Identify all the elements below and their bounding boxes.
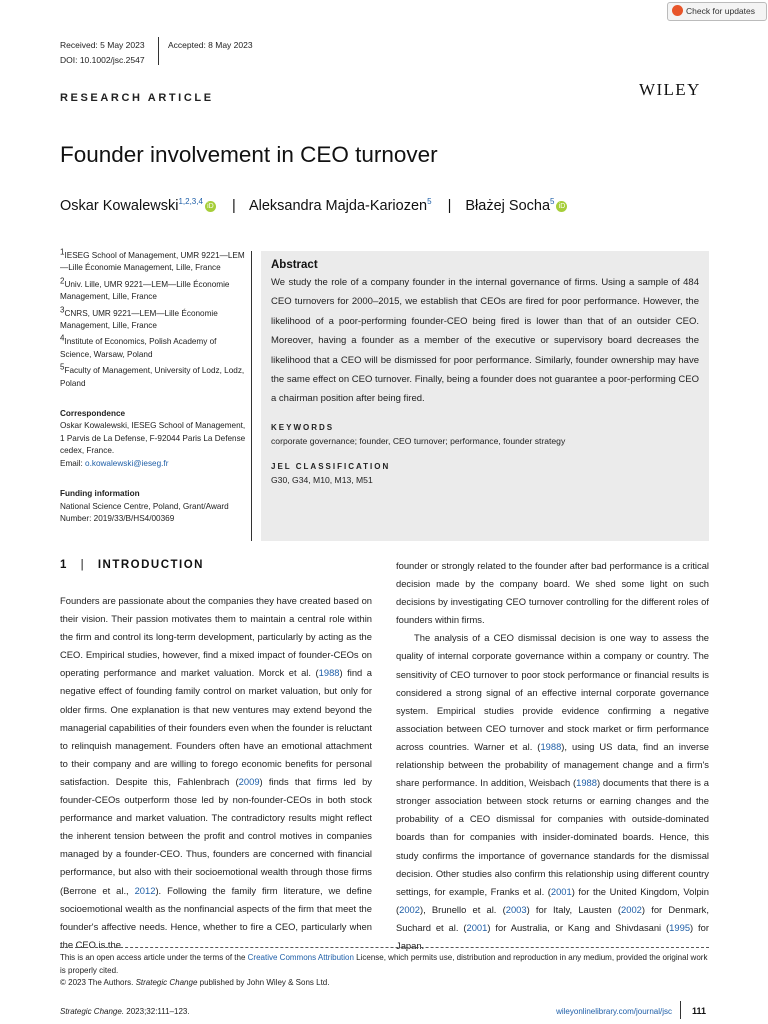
correspondence-heading: Correspondence [60,409,126,419]
article-type: RESEARCH ARTICLE [60,92,214,104]
section-number: 1 [60,559,68,571]
license-link[interactable]: Creative Commons Attribution [247,953,354,962]
citation-link[interactable]: 1995 [669,921,691,933]
keywords-heading: KEYWORDS [271,422,335,432]
affiliation-text: CNRS, UMR 9221—LEM—Lille Économie Management, Lille, France [60,308,218,331]
orcid-icon[interactable]: iD [556,201,567,212]
check-for-updates-label: Check for updates [686,6,755,16]
affiliation-text: Faculty of Management, University of Lodz, Lodz, Poland [60,366,245,388]
update-icon [672,5,683,16]
funding-heading: Funding information [60,489,140,499]
section-separator: | [80,559,86,571]
abstract-heading: Abstract [271,259,318,271]
affiliation-text: Univ. Lille, UMR 9221—LEM—Lille Économie Management, Lille, France [60,279,230,302]
affiliation-text: Institute of Economics, Polish Academy of Science, Warsaw, Poland [60,337,217,359]
affiliation [60,362,246,390]
affiliation [60,304,246,333]
doi: DOI: 10.1002/jsc.2547 [60,55,145,65]
affiliation [60,276,246,304]
citation-link[interactable]: 2001 [466,921,488,933]
correspondence-text: Oskar Kowalewski, IESEG School of Management, 1 Parvis de La Defense, F-92044 Paris La Defense cedex, France. [60,421,246,456]
citation-link[interactable]: 2003 [505,903,527,915]
citation-link[interactable]: 1988 [540,740,562,752]
affiliation [60,333,246,361]
body-paragraph: founder or strongly related to the founder after bad performance is a critical decision made by the company board. We shed some light on such decisions by investigating CEO turnover controlling for the different roles of founders within firms. [396,560,709,626]
article-title: Founder involvement in CEO turnover [60,142,438,167]
body-column-left [60,592,372,954]
abstract-box [261,251,709,541]
page-number: 111 [692,1006,707,1016]
affiliation-sup: 1 [60,247,65,257]
author-name: Błażej Socha [465,198,551,214]
citation-link[interactable]: 2001 [550,885,572,897]
citation-link[interactable]: 1988 [318,667,340,679]
body-column-right [396,557,709,955]
page-number-divider [680,1001,681,1019]
citation-link[interactable]: 1988 [576,777,597,789]
author-list [60,198,567,214]
email-link[interactable]: o.kowalewski@ieseg.fr [85,458,169,468]
header-divider [158,37,159,65]
citation-link[interactable]: 2009 [238,775,260,787]
author-separator: | [447,198,452,214]
affiliation [60,247,246,275]
jel-text: G30, G34, M10, M13, M51 [271,474,373,485]
affiliation-sup: 2 [60,276,65,286]
section-title: INTRODUCTION [97,559,204,571]
affiliations-sidebar [60,247,246,525]
email-label: Email: [60,458,83,468]
citation-link[interactable]: 2002 [621,903,642,915]
author-name: Oskar Kowalewski [60,198,179,214]
author-name: Aleksandra Majda-Kariozen [248,198,428,214]
publisher-logo: WILEY [639,80,701,99]
author-separator: | [231,198,236,214]
author-affiliation-sup: 5 [427,197,432,207]
affiliation-sup: 4 [60,333,65,343]
accepted-date: Accepted: 8 May 2023 [168,40,253,50]
journal-citation: Strategic Change. 2023;32:111–123. [60,1007,190,1016]
keywords-text: corporate governance; founder, CEO turnover; performance, founder strategy [271,435,566,446]
received-date: Received: 5 May 2023 [60,40,145,50]
body-paragraph: The analysis of a CEO dismissal decision is one way to assess the quality of internal corporate governance within a company or country. The sensitivity of CEO turnover to poor stock performance or financial results is considered a strong signal of an effective internal corporate governance system. Empirical studies provide evidence confirming a negative association between CEO turnover and stock market or firm performance across countries. Warner et al. (1988), using US data, find an inverse relationship between the probability of management change and a firm's share performance. In addition, Weisbach (1988) documents that there is a stronger association between stock returns or earning changes and the probability of a CEO dismissal for companies with outside-dominated boards than for companies with insider-dominated boards. Hence, this study confirms the importance of governance standards for the dismissal decision. Other studies also confirm this relationship using different country settings, for example, Franks et al. (2001) for the United Kingdom, Volpin (2002), Brunello et al. (2003) for Italy, Lausten (2002) for Denmark, Suchard et al. (2001) for Australia, or Kang and Shivdasani (1995) for Japan. [396,632,710,951]
body-paragraph: Founders are passionate about the companies they have created based on their vision. Their passion motivates them to maintain a central role within the firm and control its long-term development, particularly by acting as the CEO. Empirical studies, however, find a mixed impact of founder-CEOs on operating performance and market valuation. Morck et al. (1988) find a negative effect of founding family control on market valuation, but only for older firms. One explanation is that new ventures may extend beyond the managerial capabilities of their founders even when the founder is reluctant to relinquish management. Founders often have an emotional attachment to their company and are willing to forego economic benefits for personal satisfaction. Despite this, Fahlenbrach (2009) finds that firms led by founder-CEOs outperform those led by non-founder-CEOs in both stock performance and market valuation. The contradictory results might reflect the inherent tension between the profit and control motives in companies managed by a founder-CEO. Thus, founders are concerned with financial performance, but also with their socioemotional wealth through those firms (Berrone et al., 2012). Following the family firm literature, we define socioemotional wealth as the nonfinancial aspects of the firm that meet the founder's affective needs. Hence, whether to fire a CEO, particularly when the CEO is the [60,595,372,950]
abstract-text: We study the role of a company founder in the internal governance of firms. Using a sample of 484 CEO turnovers for 2000–2015, we establish that CEOs are fired for poor performance. However, the likelihood of a poor-performing founder-CEO being fired is lower than that of an outsider CEO. Moreover, having a founder as a member of the executive or supervisory board decreases the likelihood that a CEO will be dismissed for poor performance. Similarly, founder ownership may have the same effect on CEO turnover. Finally, being a founder does not guarantee a poor-performing CEO a chairman position after being fired. [271,277,699,405]
affiliation-sup: 5 [60,362,65,372]
license-divider [60,947,709,948]
citation-link[interactable]: 2002 [399,903,420,915]
section-heading [60,559,204,571]
correspondence-email-line [60,458,246,470]
license-notice: This is an open access article under the terms of the Creative Commons Attribution License, which permits use, distribution and reproduction in any medium, provided the original work is properly cited. © 2023 The Authors. Strategic Change published by John Wiley & Sons Ltd. [60,953,708,987]
journal-url[interactable]: wileyonlinelibrary.com/journal/jsc [556,1007,672,1016]
citation-link[interactable]: 2012 [134,884,156,896]
sidebar-divider [251,251,252,541]
funding-text: National Science Centre, Poland, Grant/Award Number: 2019/33/B/HS4/00369 [60,501,229,523]
author-affiliation-sup: 5 [550,197,555,207]
orcid-icon[interactable]: iD [205,201,216,212]
jel-heading: JEL CLASSIFICATION [271,461,391,471]
affiliation-text: IESEG School of Management, UMR 9221—LEM—Lille Économie Management, Lille, France [60,251,245,273]
author-affiliation-sup: 1,2,3,4 [178,197,203,207]
affiliation-sup: 3 [60,304,65,314]
check-for-updates-button[interactable] [667,2,767,21]
